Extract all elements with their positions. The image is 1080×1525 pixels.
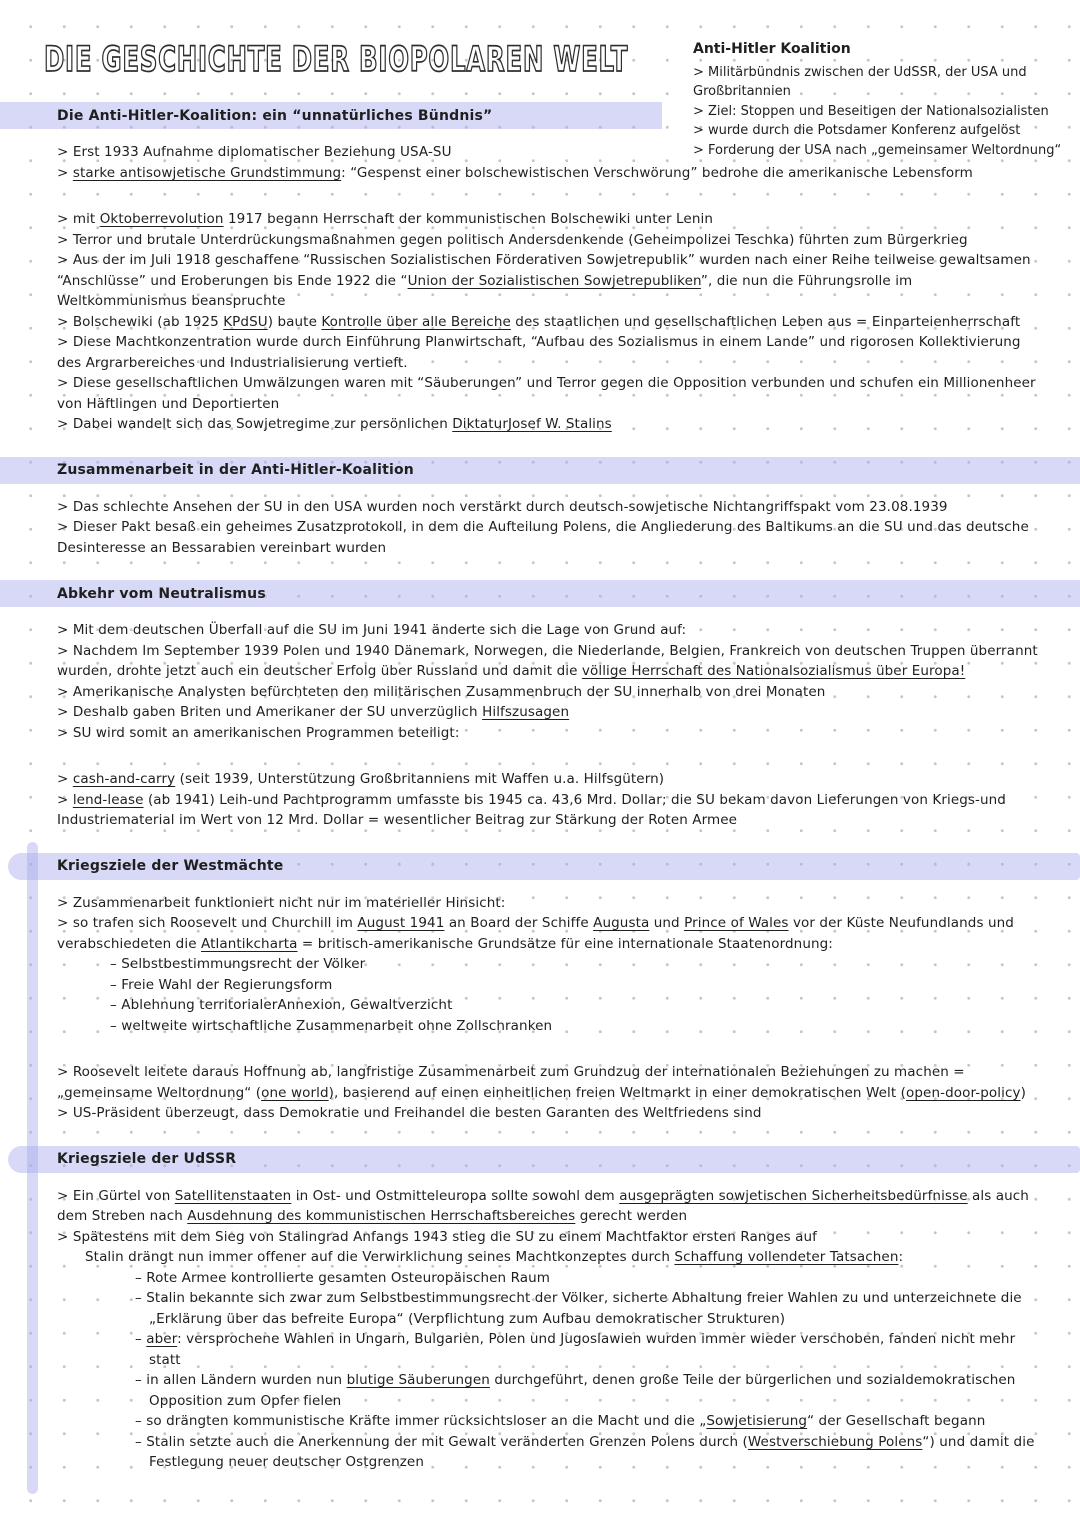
underlined-text-run: Hilfszusagen [482, 704, 570, 721]
note-line [57, 1247, 1046, 1268]
section-body [0, 1186, 1080, 1473]
underlined-text-run: Prince of Wales [684, 915, 789, 932]
text-run: Stalin bekannte sich zwar zum Selbstbestimmungsrecht der Völker, sicherte Abhaltung freier Wahlen zu und unterzeichnete die „Erklärung über das befreite Europa“ (Verpflichtung zum Aufbau demokratischer Strukturen) [146, 1290, 1022, 1327]
note-box-items [693, 63, 1079, 161]
note-box-item-text: wurde durch die Potsdamer Konferenz aufgelöst [708, 123, 1021, 138]
text-run: Ein Gürtel von [72, 1187, 175, 1204]
text-run: Freie Wahl der Regierungsform [121, 976, 333, 993]
text-run: des staatlichen und gesellschaftlichen Leben aus = Einparteienherrschaft [510, 313, 1021, 330]
section-header-label: Abkehr vom Neutralismus [57, 585, 266, 602]
note-line [57, 893, 1046, 914]
bullet-marker: > [693, 103, 709, 119]
note-box-item-text: Ziel: Stoppen und Beseitigen der Nationalsozialisten [708, 103, 1049, 119]
note-line [57, 1186, 1046, 1227]
note-line [57, 620, 1046, 641]
bullet-marker: > [693, 123, 709, 138]
bullet-marker: – [110, 997, 122, 1014]
text-run: (ab 1941) Leih-und Pachtprogramm umfasste bis 1945 ca. 43,6 Mrd. Dollar; die SU bekam davon Lieferungen von Kriegs-und Industriematerial im Wert von 12 Mrd. Dollar = wesentlicher Beitrag zur Stärkung der Roten Armee [57, 791, 1006, 829]
note-section [0, 1146, 1080, 1473]
text-run: Roosevelt leitete daraus Hoffnung ab, langfristige Zusammenarbeit zum Grundzug der internationalen Beziehungen zu machen = „gemeinsame Weltordnung“ ( [57, 1064, 965, 1101]
text-run: so trafen sich Roosevelt und Churchill im [72, 915, 358, 932]
bullet-marker: > [57, 683, 73, 700]
note-line [57, 1103, 1046, 1124]
bullet-marker: – [135, 1413, 147, 1430]
side-note-title: Anti-Hitler Koalition [693, 41, 851, 57]
text-run: an Board der Schiffe [444, 915, 594, 932]
note-line [57, 954, 1046, 975]
bullet-marker: > [57, 915, 73, 932]
bullet-marker: > [57, 498, 73, 515]
note-line [57, 312, 1046, 333]
text-run: Stalin setzte auch die Anerkennung der mit Gewalt veränderten Grenzen Polens durch ( [146, 1433, 748, 1450]
bullet-marker: > [57, 1064, 73, 1081]
text-run: Selbstbestimmungsrecht der Völker [121, 956, 366, 973]
note-line [57, 769, 1046, 790]
bullet-marker: > [57, 704, 73, 721]
text-run: weltweite wirtschaftliche Zusammenarbeit ohne Zollschranken [121, 1017, 553, 1034]
text-run: als auch dem Streben nach [57, 1187, 1029, 1225]
text-run: SU wird somit an amerikanischen Programmen beteiligt: [72, 724, 460, 741]
note-line [57, 975, 1046, 996]
note-line [57, 517, 1046, 558]
note-section [0, 580, 1080, 831]
underlined-text-run: Ausdehnung des kommunistischen Herrschaftsbereiches [187, 1208, 576, 1225]
text-run: Nachdem Im September 1939 Polen und 1940 Dänemark, Norwegen, die Niederlande, Belgien, Frankreich von deutschen Truppen überrannt wurden, drohte jetzt auch ein deutscher Erfolg über Russland und damit die [57, 642, 1038, 680]
underlined-text-run: August 1941 [357, 915, 445, 932]
bullet-marker: – [135, 1269, 147, 1286]
text-run: US-Präsident überzeugt, dass Demokratie und Freihandel die besten Garanten des Weltfriedens sind [72, 1105, 762, 1122]
note-line [57, 414, 1046, 435]
bullet-marker: > [693, 64, 709, 80]
underlined-text-run: one world [261, 1084, 329, 1101]
bullet-marker: > [57, 164, 73, 181]
underlined-text-run: Westverschiebung Polens [747, 1433, 923, 1450]
section-body [0, 497, 1080, 559]
underlined-text-run: ausgeprägten sowjetischen Sicherheitsbedürfnisse [619, 1187, 968, 1204]
bullet-marker: > [57, 1187, 73, 1204]
bullet-marker: > [57, 724, 73, 741]
text-run: Terror und brutale Unterdrückungsmaßnahmen gegen politisch Andersdenkende (Geheimpolizei Teschka) führten zum Bürgerkrieg [72, 231, 968, 248]
note-line [57, 1062, 1046, 1103]
section-header-bar [0, 580, 1080, 607]
note-box-item-text: Forderung der USA nach „gemeinsamer Weltordnung“ [708, 142, 1062, 158]
text-run: Diese gesellschaftlichen Umwälzungen waren mit “Säuberungen” und Terror gegen die Opposition verbunden und schufen ein Millionenheer von Häftlingen und Deportierten [57, 375, 1036, 412]
note-box-item [693, 102, 1079, 122]
text-run: Ablehnung territorialerAnnexion, Gewaltverzicht [121, 997, 453, 1014]
text-run: Mit dem deutschen Überfall auf die SU im Juni 1941 änderte sich die Lage von Grund auf: [72, 622, 687, 639]
bullet-marker: – [135, 1372, 147, 1389]
text-run: vor der Küste Neufundlands und verabschiedeten die [57, 915, 1014, 952]
text-run: ) baute [267, 313, 322, 330]
text-run: : [898, 1249, 904, 1266]
bullet-marker: > [57, 642, 73, 659]
note-line [57, 163, 1046, 184]
underlined-text-run: blutige Säuberungen [346, 1372, 490, 1389]
underlined-text-run: völlige Herrschaft des Nationalsozialismus über Europa! [581, 663, 966, 680]
bullet-marker: > [57, 144, 73, 161]
note-line [57, 790, 1046, 831]
bullet-marker: > [57, 1228, 73, 1245]
section-body [0, 893, 1080, 1124]
note-line [57, 1016, 1046, 1037]
note-line [57, 1227, 1046, 1248]
note-section [0, 853, 1080, 1124]
text-run: Stalin drängt nun immer offener auf die Verwirklichung seines Machtkonzeptes durch [85, 1249, 675, 1266]
note-line [57, 230, 1046, 251]
underlined-text-run: Sowjetisierung [706, 1413, 808, 1430]
section-highlight-stripe [27, 842, 38, 1494]
note-line [57, 995, 1046, 1016]
text-run: gerecht werden [575, 1208, 688, 1225]
text-run: so drängten kommunistische Kräfte immer rücksichtsloser an die Macht und die „ [146, 1413, 707, 1430]
underlined-text-run: Schaffung vollendeter Tatsachen [674, 1249, 899, 1266]
bullet-marker: > [57, 211, 73, 228]
section-header-label: Kriegsziele der Westmächte [57, 858, 284, 875]
bullet-marker: > [57, 252, 73, 269]
bullet-marker: – [135, 1290, 147, 1307]
text-run: Deshalb gaben Briten und Amerikaner der SU unverzüglich [72, 704, 483, 721]
bullet-marker: – [110, 976, 122, 993]
text-run: in allen Ländern wurden nun [146, 1372, 347, 1389]
bullet-marker: – [110, 956, 122, 973]
bullet-marker: – [110, 1017, 122, 1034]
note-line [57, 332, 1046, 373]
text-run: “) und damit die Festlegung neuer deutscher Ostgrenzen [149, 1433, 1035, 1471]
text-run: ”, die nun die Führungsrolle im Weltkommunismus beanspruchte [57, 272, 913, 310]
bullet-marker: > [57, 622, 73, 639]
note-line [57, 1370, 1046, 1411]
note-line [57, 373, 1046, 414]
text-run: Dabei wandelt sich das Sowjetregime zur persönlichen [72, 416, 453, 433]
side-note-box [693, 40, 1079, 160]
note-line [57, 1432, 1046, 1473]
bullet-marker: > [57, 1105, 73, 1122]
note-line [57, 1288, 1046, 1329]
text-run: (seit 1939, Unterstützung Großbritanniens mit Waffen u.a. Hilfsgütern) [175, 771, 665, 788]
underlined-text-run: starke antisowjetische Grundstimmung [72, 164, 342, 181]
text-run: in Ost- und Ostmitteleuropa sollte sowohl dem [291, 1187, 620, 1204]
bullet-marker: > [57, 791, 73, 808]
text-run: Aus der im Juli 1918 geschaffene “Russischen Sozialistischen Förderativen Sowjetrepublik” wurden nach einer Reihe teilweise gewaltsamen “Anschlüsse” und Eroberungen bis Ende 1922 die “ [57, 252, 1031, 289]
page-title-text: DIE GESCHICHTE DER BIOPOLAREN WELT [44, 40, 629, 80]
text-run: “ der Gesellschaft begann [807, 1413, 986, 1430]
note-line [57, 497, 1046, 518]
note-box-item-text: Militärbündnis zwischen der UdSSR, der USA und Großbritannien [693, 64, 1027, 99]
note-line [57, 913, 1046, 954]
bullet-marker: > [693, 142, 709, 158]
text-run: Spätestens mit dem Sieg von Stalingrad Anfangs 1943 stieg die SU zu einem Machtfaktor ersten Ranges auf [72, 1228, 818, 1245]
text-run: Dieser Pakt besaß ein geheimes Zusatzprotokoll, in dem die Aufteilung Polens, die Angliederung des Baltikums an die SU und das deutsche Desinteresse an Bessarabien vereinbart wurden [57, 519, 1029, 556]
sections [0, 102, 1080, 1473]
text-run: Das schlechte Ansehen der SU in den USA wurden noch verstärkt durch deutsch-sowjetische Nichtangriffspakt vom 23.08.1939 [72, 498, 948, 515]
text-run: ), basierend auf einen einheitlichen freien Weltmarkt in einer demokratischen Welt ( [328, 1084, 907, 1101]
section-header-label: Zusammenarbeit in der Anti-Hitler-Koalition [57, 462, 414, 479]
underlined-text-run: cash-and-carry [72, 771, 176, 788]
underlined-text-run: open-door-policy [906, 1084, 1021, 1101]
section-header-bar [8, 853, 1080, 880]
text-run: Rote Armee kontrollierte gesamten Osteuropäischen Raum [146, 1269, 551, 1286]
text-run: durchgeführt, denen große Teile der bürgerlichen und sozialdemokratischen Opposition zum Opfer fielen [149, 1372, 1016, 1409]
note-box-item [693, 63, 1079, 102]
text-run: = britisch-amerikanische Grundsätze für eine internationale Staatenordnung: [297, 935, 833, 952]
note-section [0, 457, 1080, 559]
bullet-marker: > [57, 771, 73, 788]
bullet-marker: > [57, 375, 73, 392]
section-header-bar [0, 457, 1080, 484]
bullet-marker: – [135, 1433, 147, 1450]
text-run: ) [1020, 1084, 1026, 1101]
text-run: mit [72, 211, 100, 228]
note-line [57, 250, 1046, 312]
text-run: Erst 1933 Aufnahme diplomatischer Beziehung USA-SU [72, 144, 452, 161]
bullet-marker: > [57, 231, 73, 248]
note-box-item [693, 121, 1079, 141]
section-header-bar [0, 102, 662, 129]
bullet-marker: > [57, 313, 73, 330]
text-run: Amerikanische Analysten befürchteten den militärischen Zusammenbruch der SU innerhalb von drei Monaten [72, 683, 826, 700]
note-line [57, 1329, 1046, 1370]
note-line [57, 1411, 1046, 1432]
note-box-item [693, 141, 1079, 161]
underlined-text-run: Oktoberrevolution [99, 211, 224, 228]
note-line [57, 209, 1046, 230]
bullet-marker: > [57, 334, 73, 351]
section-header-label: Die Anti-Hitler-Koalition: ein “unnatürliches Bündnis” [57, 107, 493, 124]
section-body [0, 620, 1080, 831]
underlined-text-run: aber [146, 1331, 178, 1348]
section-header-bar [8, 1146, 1080, 1173]
bullet-marker: > [57, 416, 73, 433]
note-line [57, 723, 1046, 744]
section-body [0, 142, 1080, 435]
bullet-marker: > [57, 519, 73, 536]
underlined-text-run: KPdSU [223, 313, 268, 330]
note-line [57, 702, 1046, 723]
note-line [57, 1268, 1046, 1289]
text-run: und [649, 915, 685, 932]
underlined-text-run: Satellitenstaaten [174, 1187, 292, 1204]
text-run: Zusammenarbeit funktioniert nicht nur im materieller Hinsicht: [72, 894, 506, 911]
note-line [57, 641, 1046, 682]
text-run: : versprochene Wahlen in Ungarn, Bulgarien, Polen und Jugoslawien wurden immer wieder verschoben, fanden nicht mehr statt [149, 1331, 1016, 1368]
text-run: Diese Machtkonzentration wurde durch Einführung Planwirtschaft, “Aufbau des Sozialismus in einem Lande” und rigorosen Kollektivierung des Argrarbereiches und Industrialisierung vertieft. [57, 334, 1021, 371]
underlined-text-run: Augusta [593, 915, 650, 932]
underlined-text-run: lend-lease [72, 791, 144, 808]
note-line [57, 682, 1046, 703]
underlined-text-run: Kontrolle über alle Bereiche [321, 313, 511, 330]
text-run: 1917 begann Herrschaft der kommunistischen Bolschewiki unter Lenin [223, 211, 713, 228]
bullet-marker: – [135, 1331, 147, 1348]
text-run: : “Gespenst einer bolschewistischen Verschwörung” bedrohe die amerikanische Lebensform [341, 164, 973, 181]
underlined-text-run: Atlantikcharta [201, 935, 298, 952]
underlined-text-run: Union der Sozialistischen Sowjetrepubliken [407, 272, 701, 289]
section-header-label: Kriegsziele der UdSSR [57, 1151, 237, 1168]
text-run: Bolschewiki (ab 1925 [72, 313, 224, 330]
bullet-marker: > [57, 894, 73, 911]
underlined-text-run: DiktaturJosef W. Stalins [452, 416, 612, 433]
